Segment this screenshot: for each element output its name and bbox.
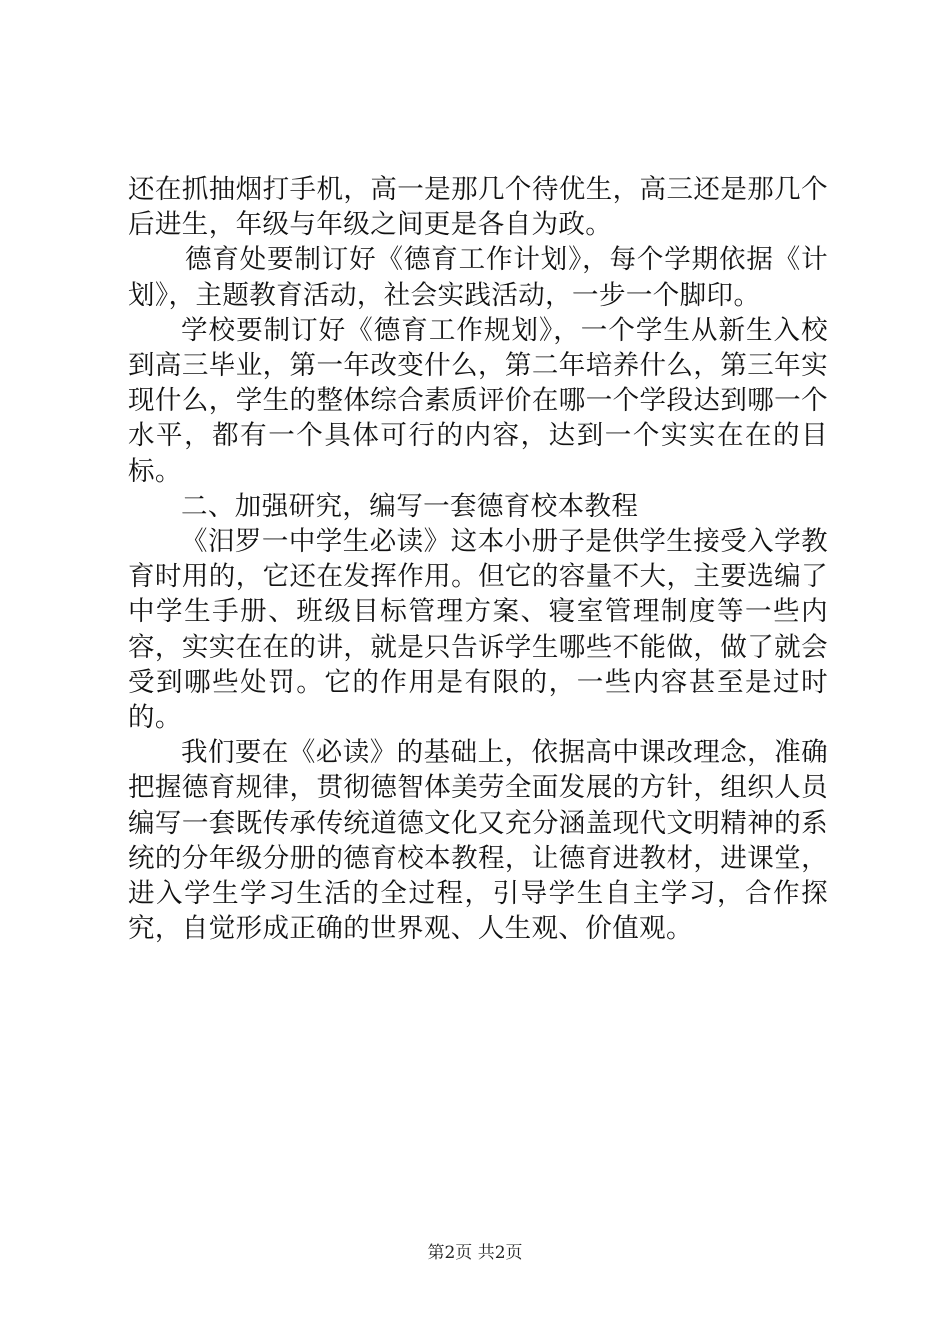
paragraph-continuation: 还在抓抽烟打手机，高一是那几个待优生，高三还是那几个后进生，年级与年级之间更是各自为政。 — [128, 174, 828, 241]
paragraph-moral-education-plan: 德育处要制订好《德育工作计划》，每个学期依据《计划》，主题教育活动，社会实践活动，一步一个脚印。 — [128, 244, 828, 311]
page-number-footer: 第2页 共2页 — [427, 1243, 523, 1263]
paragraph-textbook-compilation: 我们要在《必读》的基础上，依据高中课改理念，准确把握德育规律，贯彻德智体美劳全面发展的方针，组织人员编写一套既传承传统道德文化又充分涵盖现代文明精神的系统的分年级分册的德育校本教程，让德育进教材，进课堂，进入学生学习生活的全过程，引导学生自主学习，合作探究，自觉形成正确的世界观、人生观、价值观。 — [128, 737, 828, 945]
paragraph-student-handbook: 《汨罗一中学生必读》这本小册子是供学生接受入学教育时用的，它还在发挥作用。但它的容量不大，主要选编了中学生手册、班级目标管理方案、寝室管理制度等一些内容，实实在在的讲，就是只告诉学生哪些不能做，做了就会受到哪些处罚。它的作用是有限的，一些内容甚至是过时的。 — [128, 526, 828, 734]
document-body — [128, 172, 828, 946]
section-heading-research: 二、加强研究，编写一套德育校本教程 — [181, 490, 639, 522]
paragraph-school-planning: 学校要制订好《德育工作规划》，一个学生从新生入校到高三毕业，第一年改变什么，第二年培养什么，第三年实现什么，学生的整体综合素质评价在哪一个学段达到哪一个水平，都有一个具体可行的内容，达到一个实实在在的目标。 — [128, 314, 828, 487]
